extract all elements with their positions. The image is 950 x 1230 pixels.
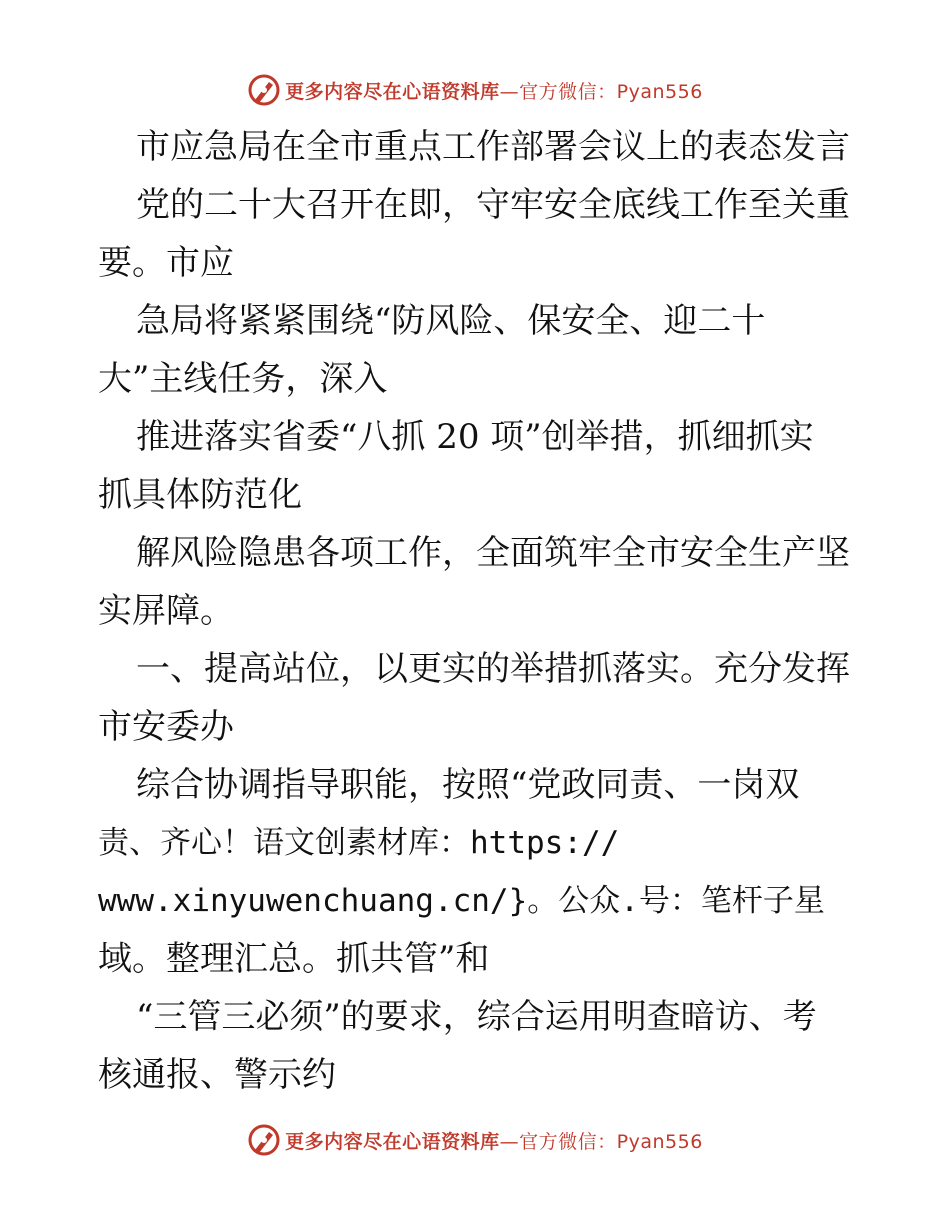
banner-brand-text: 更多内容尽在心语资料库 — [285, 1130, 500, 1153]
pen-logo-icon — [247, 73, 281, 107]
banner-brand-text: 更多内容尽在心语资料库 — [285, 80, 500, 103]
banner-wechat-text: —官方微信：Pyan556 — [499, 1130, 703, 1153]
header-watermark-banner — [0, 70, 950, 110]
text-line: 责、齐心！语文创素材库：https:// — [98, 825, 620, 861]
text-line: 域。整理汇总。抓共管”和 — [98, 939, 490, 979]
text-line: 综合协调指导职能，按照“党政同责、一岗双 — [136, 765, 800, 805]
document-title: 市应急局在全市重点工作部署会议上的表态发言 — [136, 127, 850, 167]
text-line: “三管三必须”的要求，综合运用明查暗访、考 — [136, 997, 817, 1037]
text-line: 急局将紧紧围绕“防风险、保安全、迎二十 — [136, 301, 766, 341]
text-line: 大”主线任务，深入 — [98, 359, 388, 399]
document-body — [98, 118, 858, 1104]
text-line: www.xinyuwenchuang.cn/}。公众.号：笔杆子星 — [98, 883, 825, 919]
text-line: 实屏障。 — [98, 591, 234, 631]
text-line: 要。市应 — [98, 243, 234, 283]
text-line: 党的二十大召开在即，守牢安全底线工作至关重 — [136, 185, 850, 225]
text-line: 核通报、警示约 — [98, 1055, 336, 1095]
text-line: 一、提高站位，以更实的举措抓落实。充分发挥 — [136, 649, 850, 689]
banner-wechat-text: —官方微信：Pyan556 — [499, 80, 703, 103]
footer-watermark-banner — [0, 1120, 950, 1160]
text-line: 抓具体防范化 — [98, 475, 302, 515]
text-line: 市安委办 — [98, 707, 234, 747]
text-line: 推进落实省委“八抓 20 项”创举措，抓细抓实 — [136, 417, 814, 457]
pen-logo-icon — [247, 1123, 281, 1157]
text-line: 解风险隐患各项工作，全面筑牢全市安全生产坚 — [136, 533, 850, 573]
